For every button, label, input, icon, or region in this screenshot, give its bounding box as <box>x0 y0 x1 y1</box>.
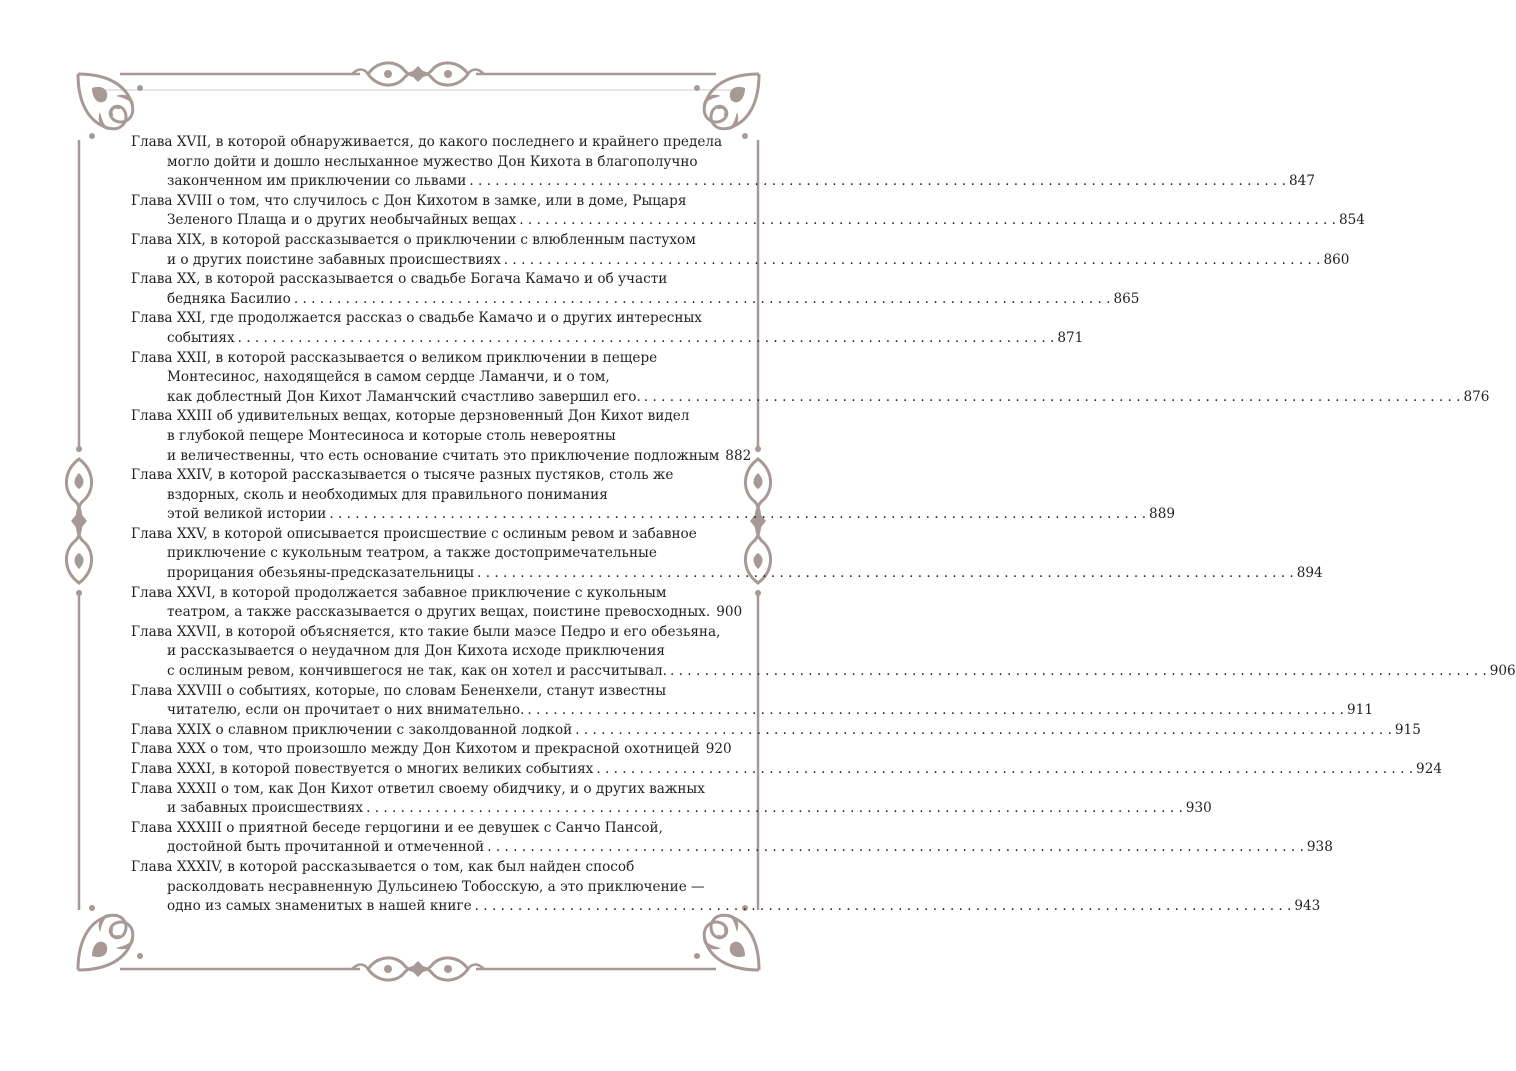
toc-entry-title: могло дойти и дошло неслыханное мужество Дон Кихота в благополучно <box>167 153 698 170</box>
toc-entry-line <box>131 427 707 447</box>
toc-entry-title: и величественны, что есть основание считать это приключение подложным <box>167 447 720 464</box>
toc-entry-title: Глава XXIII об удивительных вещах, которые дерзновенный Дон Кихот видел <box>131 408 690 425</box>
toc-entry-title: Глава XXXI, в которой повествуется о многих великих событиях <box>131 761 594 777</box>
page-number: 906 <box>1489 663 1516 680</box>
toc-entry-title: и забавных происшествиях <box>167 800 364 817</box>
toc-entry-line <box>131 642 707 662</box>
toc-entry[interactable] <box>131 760 1442 780</box>
toc-entry-title: законченном им приключении со львами <box>167 173 467 190</box>
toc-entry-title: Глава XVIII о том, что случилось с Дон Кихотом в замке, или в доме, Рыцаря <box>131 192 687 209</box>
page-number: 930 <box>1185 800 1212 817</box>
toc-entry-title: театром, а также рассказывается о других вещах, поистине превосходных. <box>167 604 711 621</box>
page-number: 854 <box>1338 212 1365 229</box>
toc-entry-line <box>131 388 1490 408</box>
toc-entry-line <box>131 623 721 643</box>
toc-entry-title: Глава XXII, в которой рассказывается о великом приключении в пещере <box>131 349 658 366</box>
dot-leader <box>527 701 1344 721</box>
toc-entry-title: Глава XXXII о том, как Дон Кихот ответил своему обидчику, и о других важных <box>131 780 705 797</box>
dot-leader <box>519 211 1336 231</box>
page-number: 924 <box>1416 761 1442 777</box>
toc-entry-line <box>131 780 707 800</box>
toc-entry-line <box>131 721 1421 741</box>
page-number: 876 <box>1463 388 1490 405</box>
toc-entry-line <box>131 466 707 486</box>
toc-entry[interactable] <box>131 682 1373 721</box>
toc-entry[interactable] <box>131 192 1365 231</box>
toc-entry[interactable] <box>131 133 1315 192</box>
dot-leader <box>469 172 1286 192</box>
toc-entry-title: приключение с кукольным театром, а также достопримечательные <box>167 545 657 562</box>
toc-entry-title: одно из самых знаменитых в нашей книге <box>167 898 472 915</box>
toc-entry-line <box>131 564 1323 584</box>
toc-entry-title: событиях <box>167 329 235 346</box>
toc-entry-line <box>131 897 1321 917</box>
page-number: 889 <box>1149 506 1175 523</box>
toc-entry-line <box>131 349 707 369</box>
toc-entry[interactable] <box>131 819 1333 858</box>
toc-entry-title: Глава XXVIII о событиях, которые, по словам Бененхели, станут известны <box>131 682 667 699</box>
toc-entry-line <box>131 603 743 623</box>
toc-entry-line <box>131 329 1084 349</box>
toc-entry-title: бедняка Басилио <box>167 290 291 307</box>
page-number: 911 <box>1347 702 1373 719</box>
toc-entry-title: расколдовать несравненную Дульсинею Тобосскую, а это приключение — <box>167 878 705 895</box>
toc-entry[interactable] <box>131 623 1516 682</box>
toc-entry[interactable] <box>131 407 752 466</box>
toc-entry-title: Глава XXV, в которой описывается происшествие с ослиным ревом и забавное <box>131 525 697 542</box>
page-number: 865 <box>1113 290 1140 307</box>
toc-entry-title: достойной быть прочитанной и отмеченной <box>167 839 485 856</box>
toc-entry-line <box>131 368 707 388</box>
toc-entry-title: прорицания обезьяны-предсказательницы <box>167 565 475 582</box>
toc-entry-title: Глава XXXIV, в которой рассказывается о том, как был найден способ <box>131 858 635 875</box>
toc-entry[interactable] <box>131 858 1321 917</box>
toc-entry-line <box>131 192 707 212</box>
toc-entry-title: Глава XXVII, в которой объясняется, кто такие были маэсе Педро и его обезьяна, <box>131 623 721 640</box>
toc-entry-title: Глава XX, в которой рассказывается о свадьбе Богача Камачо и об участи <box>131 271 668 288</box>
toc-entry-line <box>131 878 707 898</box>
toc-entry-title: и о других поистине забавных происшествиях <box>167 251 501 268</box>
page-number: 938 <box>1306 839 1333 856</box>
page-number: 915 <box>1394 721 1421 738</box>
dot-leader <box>575 721 1392 741</box>
toc-entry[interactable] <box>131 584 743 623</box>
toc-entry-line <box>131 251 1350 271</box>
dot-leader <box>475 897 1292 917</box>
page-number: 860 <box>1323 251 1350 268</box>
toc-entry-line <box>131 799 1212 819</box>
toc-entry-line <box>131 133 723 153</box>
toc-entry-title: Монтесинос, находящейся в самом сердце Ламанчи, и о том, <box>167 369 610 386</box>
dot-leader <box>294 290 1111 310</box>
toc-entry-line <box>131 760 1442 780</box>
page-number: 847 <box>1289 173 1315 190</box>
toc-entry-title: Глава XXXIII о приятной беседе герцогини и ее девушек с Санчо Пансой, <box>131 819 663 836</box>
toc-entry[interactable] <box>131 721 1421 741</box>
dot-leader <box>366 799 1183 819</box>
toc-entry-line <box>131 153 707 173</box>
dot-leader <box>238 329 1055 349</box>
dot-leader <box>477 564 1294 584</box>
toc-entry-title: Глава XIX, в которой рассказывается о приключении с влюбленным пастухом <box>131 231 696 248</box>
page-number: 871 <box>1057 329 1084 346</box>
toc-entry-line <box>131 447 752 467</box>
toc-entry-title: Глава XVII, в которой обнаруживается, до какого последнего и крайнего предела <box>131 134 723 150</box>
toc-entry-title: Глава XXI, где продолжается рассказ о свадьбе Камачо и о других интересных <box>131 310 702 327</box>
toc-entry-title: Глава XXIV, в которой рассказывается о тысяче разных пустяков, столь же <box>131 467 674 484</box>
toc-entry-title: с ослиным ревом, кончившегося не так, как он хотел и рассчитывал. <box>167 663 668 680</box>
toc-entry-title: этой великой истории <box>167 506 327 523</box>
toc-entry-line <box>131 838 1333 858</box>
toc-entry-title: как доблестный Дон Кихот Ламанчский счастливо завершил его. <box>167 388 641 405</box>
toc-entry-line <box>131 584 707 604</box>
toc-entry-line <box>131 682 707 702</box>
dot-leader <box>596 760 1413 780</box>
toc-entry-title: Глава XXVI, в которой продолжается забавное приключение с кукольным <box>131 584 667 601</box>
toc-entry-title: вздорных, сколь и необходимых для правильного понимания <box>167 486 608 503</box>
toc-entry[interactable] <box>131 780 1212 819</box>
toc-entry-title: в глубокой пещере Монтесиноса и которые столь невероятны <box>167 427 616 444</box>
toc-entry[interactable] <box>131 309 1084 348</box>
toc-entry-line <box>131 486 707 506</box>
table-of-contents <box>131 133 1516 917</box>
toc-entry[interactable] <box>131 349 1490 408</box>
toc-entry[interactable] <box>131 231 1350 270</box>
page-number: 894 <box>1296 565 1323 582</box>
toc-entry-line <box>131 525 707 545</box>
toc-entry-line <box>131 740 732 760</box>
toc-entry-title: и рассказывается о неудачном для Дон Кихота исходе приключения <box>167 643 665 660</box>
toc-entry-line <box>131 407 707 427</box>
page-number: 900 <box>716 604 743 621</box>
toc-entry-line <box>131 290 1140 310</box>
toc-entry[interactable] <box>131 525 1323 584</box>
toc-entry-line <box>131 544 707 564</box>
toc-entry[interactable] <box>131 466 1175 525</box>
dot-leader <box>329 505 1146 525</box>
toc-entry-line <box>131 662 1516 682</box>
toc-entry-line <box>131 858 707 878</box>
toc-entry-line <box>131 270 707 290</box>
dot-leader <box>670 662 1487 682</box>
toc-entry[interactable] <box>131 270 1140 309</box>
toc-entry-line <box>131 505 1175 525</box>
toc-entry-title: Зеленого Плаща и о других необычайных вещах <box>167 212 517 229</box>
toc-entry-line <box>131 231 707 251</box>
toc-entry-line <box>131 309 707 329</box>
toc-entry-line <box>131 172 1315 192</box>
dot-leader <box>487 838 1304 858</box>
toc-entry-title: Глава XXX о том, что произошло между Дон Кихотом и прекрасной охотницей <box>131 741 700 758</box>
toc-entry-line <box>131 211 1365 231</box>
page-number: 943 <box>1294 898 1321 915</box>
toc-entry[interactable] <box>131 740 732 760</box>
toc-entry-line <box>131 819 707 839</box>
toc-entry-line <box>131 701 1373 721</box>
toc-entry-title: Глава XXIX о славном приключении с заколдованной лодкой <box>131 721 573 738</box>
dot-leader <box>644 388 1461 408</box>
toc-entry-title: читателю, если он прочитает о них внимательно. <box>167 702 525 719</box>
page-number: 882 <box>725 447 752 464</box>
dot-leader <box>504 251 1321 271</box>
page-number: 920 <box>705 741 732 758</box>
